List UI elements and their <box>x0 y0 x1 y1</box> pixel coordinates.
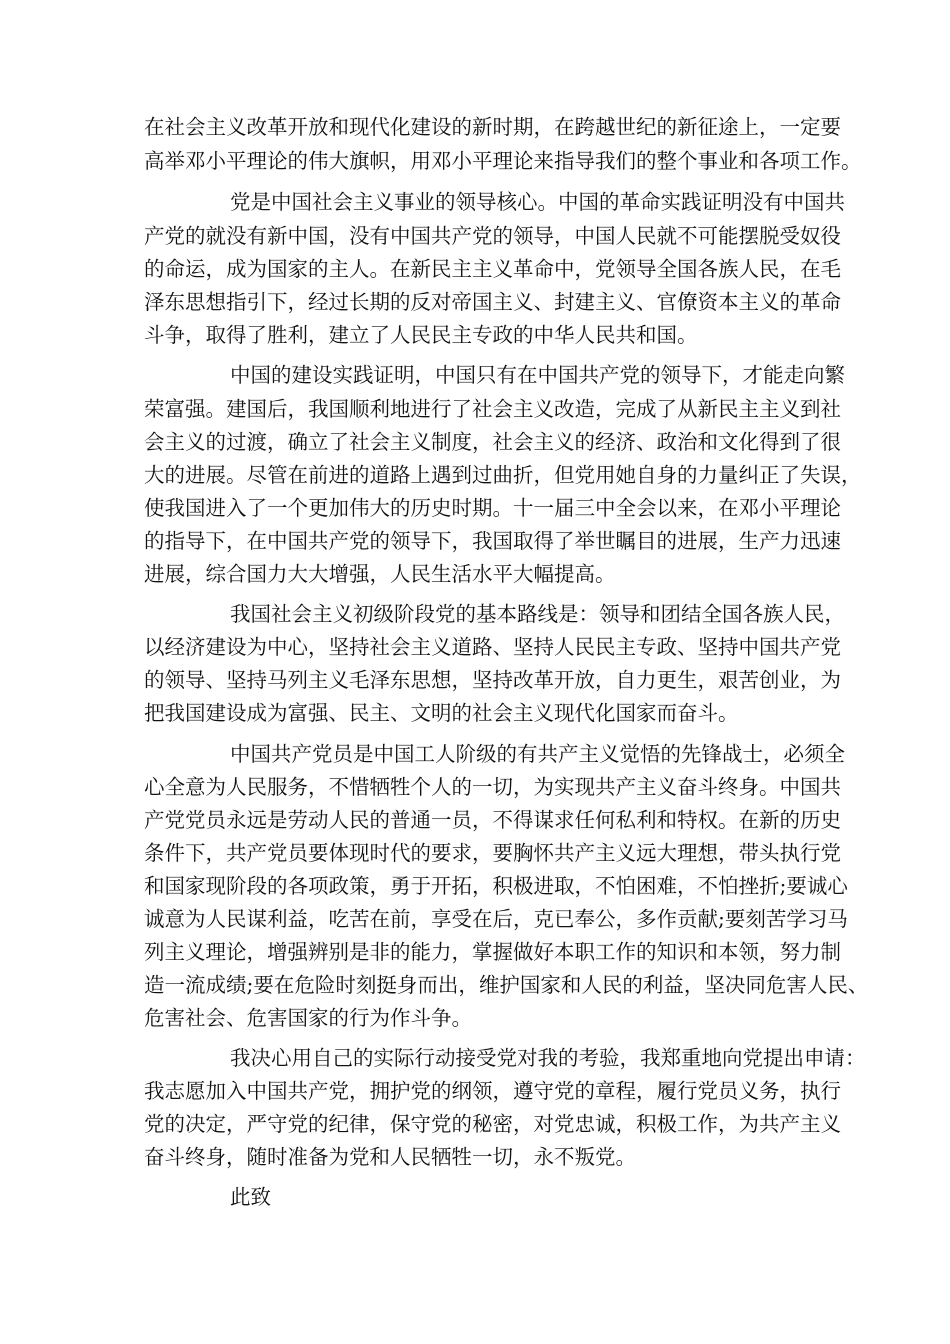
paragraph-6-line-2: 我志愿加入中国共产党，拥护党的纲领，遵守党的章程，履行党员义务，执行 <box>144 1079 841 1103</box>
paragraph-5-line-4: 条件下，共产党员要体现时代的要求，要胸怀共产主义远大理想，带头执行党 <box>144 841 841 865</box>
paragraph-4-line-4: 把我国建设成为富强、民主、文明的社会主义现代化国家而奋斗。 <box>144 701 739 725</box>
paragraph-5-line-1: 中国共产党员是中国工人阶级的有共产主义觉悟的先锋战士，必须全 <box>230 742 845 766</box>
paragraph-3-line-7: 进展，综合国力大大增强，人民生活水平大幅提高。 <box>144 562 616 586</box>
paragraph-5-line-7: 列主义理论，增强辨别是非的能力，掌握做好本职工作的知识和本领，努力制 <box>144 940 841 964</box>
paragraph-3-line-1: 中国的建设实践证明，中国只有在中国共产党的领导下，才能走向繁 <box>230 363 845 387</box>
paragraph-4-line-2: 以经济建设为中心，坚持社会主义道路、坚持人民民主专政、坚持中国共产党 <box>144 635 841 659</box>
closing-salutation: 此致 <box>230 1185 271 1209</box>
paragraph-3-line-4: 大的进展。尽管在前进的道路上遇到过曲折，但党用她自身的力量纠正了失误， <box>144 463 862 487</box>
paragraph-3-line-6: 的指导下，在中国共产党的领导下，我国取得了举世瞩目的进展，生产力迅速 <box>144 529 841 553</box>
paragraph-2-line-2: 产党的就没有新中国，没有中国共产党的领导，中国人民就不可能摆脱受奴役 <box>144 224 841 248</box>
paragraph-5-line-2: 心全意为人民服务，不惜牺牲个人的一切，为实现共产主义奋斗终身。中国共 <box>144 775 841 799</box>
paragraph-3-line-3: 会主义的过渡，确立了社会主义制度，社会主义的经济、政治和文化得到了很 <box>144 430 841 454</box>
paragraph-3-line-2: 荣富强。建国后，我国顺利地进行了社会主义改造，完成了从新民主主义到社 <box>144 397 841 421</box>
paragraph-6-line-3: 党的决定，严守党的纪律，保守党的秘密，对党忠诚，积极工作，为共产主义 <box>144 1112 841 1136</box>
paragraph-5-line-8: 造一流成绩;要在危险时刻挺身而出，维护国家和人民的利益，坚决同危害人民、 <box>144 973 869 997</box>
paragraph-3-line-5: 使我国进入了一个更加伟大的历史时期。十一届三中全会以来，在邓小平理论 <box>144 496 841 520</box>
paragraph-6-line-1: 我决心用自己的实际行动接受党对我的考验，我郑重地向党提出申请： <box>230 1046 866 1070</box>
paragraph-2-line-3: 的命运，成为国家的主人。在新民主主义革命中，党领导全国各族人民，在毛 <box>144 257 841 281</box>
paragraph-2-line-5: 斗争，取得了胜利，建立了人民民主专政的中华人民共和国。 <box>144 323 698 347</box>
paragraph-4-line-3: 的领导、坚持马列主义毛泽东思想，坚持改革开放，自力更生，艰苦创业，为 <box>144 668 841 692</box>
paragraph-5-line-9: 危害社会、危害国家的行为作斗争。 <box>144 1006 472 1030</box>
paragraph-6-line-4: 奋斗终身，随时准备为党和人民牺牲一切，永不叛党。 <box>144 1145 636 1169</box>
paragraph-1-line-2: 高举邓小平理论的伟大旗帜，用邓小平理论来指导我们的整个事业和各项工作。 <box>144 149 862 173</box>
paragraph-2-line-4: 泽东思想指引下，经过长期的反对帝国主义、封建主义、官僚资本主义的革命 <box>144 290 841 314</box>
paragraph-5-line-3: 产党党员永远是劳动人民的普通一员，不得谋求任何私利和特权。在新的历史 <box>144 808 841 832</box>
paragraph-5-line-6: 诚意为人民谋利益，吃苦在前，享受在后，克已奉公，多作贡献;要刻苦学习马 <box>144 907 848 931</box>
paragraph-5-line-5: 和国家现阶段的各项政策，勇于开拓，积极进取，不怕困难，不怕挫折;要诚心 <box>144 874 848 898</box>
paragraph-1-line-1: 在社会主义改革开放和现代化建设的新时期，在跨越世纪的新征途上，一定要 <box>144 115 841 139</box>
paragraph-2-line-1: 党是中国社会主义事业的领导核心。中国的革命实践证明没有中国共 <box>230 190 845 214</box>
paragraph-4-line-1: 我国社会主义初级阶段党的基本路线是：领导和团结全国各族人民， <box>230 602 845 626</box>
